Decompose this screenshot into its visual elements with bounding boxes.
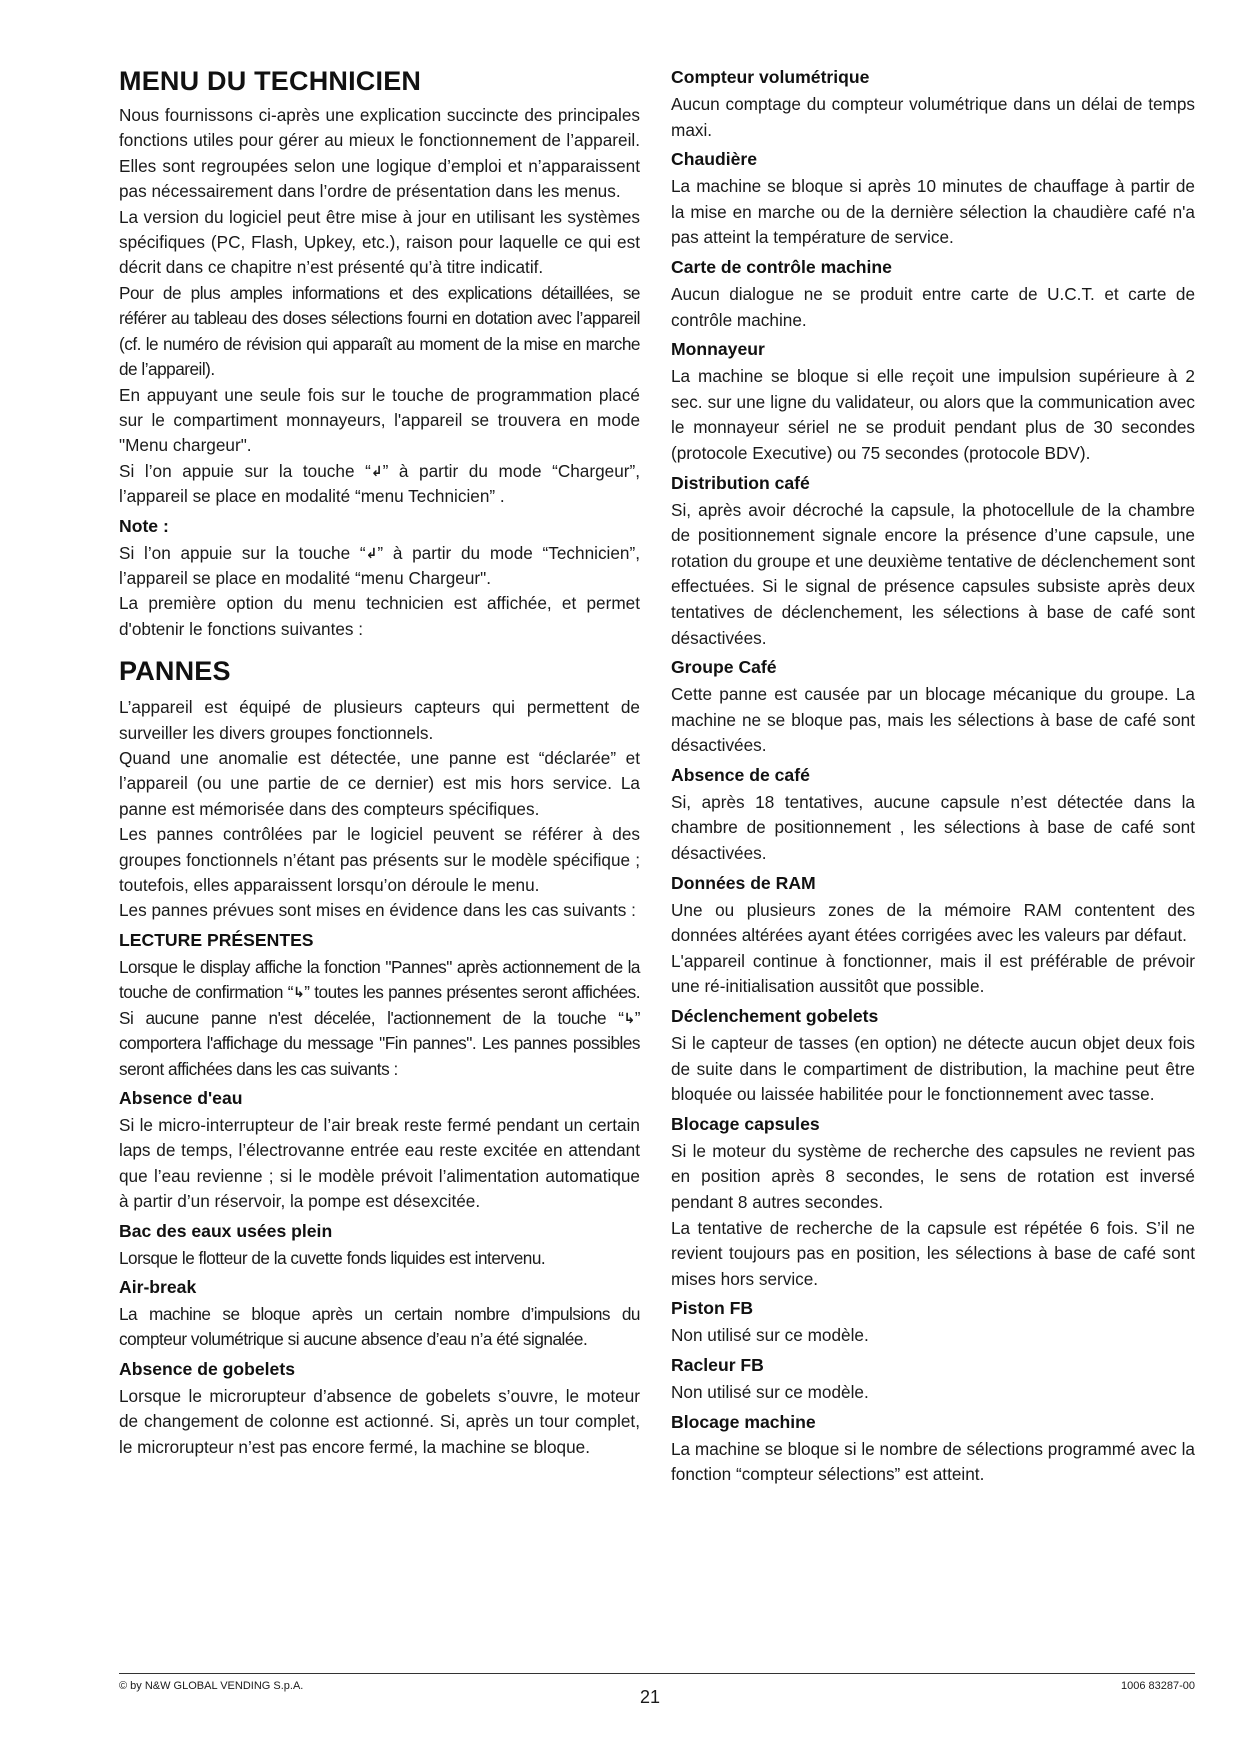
subsection-heading: Groupe Café xyxy=(671,657,777,678)
paragraph: Si, après 18 tentatives, aucune capsule n’est détectée dans la chambre de positionnement , les sélections à base de café sont désactivées. xyxy=(671,791,1195,864)
paragraph xyxy=(119,955,640,1082)
subsection-heading: Carte de contrôle machine xyxy=(671,256,892,277)
subsection-heading: Blocage capsules xyxy=(671,1113,820,1134)
paragraph: La machine se bloque si après 10 minutes de chauffage à partir de la mise en marche ou de la dernière sélection la chaudière café n'a pas atteint la température de service. xyxy=(671,176,1195,248)
text-run: ” à partir du mode “Technicien”, l’appareil se place en modalité “menu Chargeur". xyxy=(119,542,640,588)
subsection-heading: Absence d'eau xyxy=(119,1087,243,1108)
enter-key-icon: ↲ xyxy=(365,544,378,561)
paragraph: Les pannes prévues sont mises en évidence dans les cas suivants : xyxy=(119,900,636,921)
paragraph: Aucun dialogue ne se produit entre carte de U.C.T. et carte de contrôle machine. xyxy=(671,283,1195,330)
paragraph: Lorsque le flotteur de la cuvette fonds liquides est intervenu. xyxy=(119,1247,546,1268)
document-code: 1006 83287-00 xyxy=(1120,1680,1195,1692)
subsection-heading: Données de RAM xyxy=(671,872,816,893)
text-run: ” toutes les pannes présentes seront affichées. Si aucune panne n'est décelée, l'actionnement de la touche “ xyxy=(119,982,641,1028)
paragraph xyxy=(119,459,640,510)
paragraph: Une ou plusieurs zones de la mémoire RAM contentent des données altérées ayant étées corrigées avec les valeurs par défaut. xyxy=(671,899,1195,946)
text-run: Si l’on appuie sur la touche “ xyxy=(119,542,366,563)
subsection-heading: LECTURE PRÉSENTES xyxy=(119,929,314,950)
subsection-heading: Compteur volumétrique xyxy=(671,67,870,87)
paragraph: Si le micro-interrupteur de l’air break reste fermé pendant un certain laps de temps, l’électrovanne entrée eau reste excitée en attendant que l’eau revienne ; si le modèle prévoit l’alimentation automatique à partir d’un réservoir, la pompe est désexcitée. xyxy=(119,1114,640,1212)
subsection-heading: Déclenchement gobelets xyxy=(671,1006,879,1027)
paragraph: L'appareil continue à fonctionner, mais il est préférable de prévoir une ré-initialisation aussitôt que possible. xyxy=(671,950,1195,997)
paragraph: Lorsque le microrupteur d’absence de gobelets s’ouvre, le moteur de changement de colonne est actionné. Si, après un tour complet, le microrupteur n’est pas encore fermé, la machine se bloque. xyxy=(119,1385,640,1457)
paragraph: Quand une anomalie est détectée, une panne est “déclarée” et l’appareil (ou une partie de ce dernier) est mis hors service. La panne est mémorisée dans des compteurs spécifiques. xyxy=(119,748,640,819)
paragraph: La première option du menu technicien est affichée, et permet d'obtenir le fonctions suivantes : xyxy=(119,593,640,639)
paragraph: En appuyant une seule fois sur le touche de programmation placé sur le compartiment monnayeurs, l'appareil se trouvera en mode "Menu chargeur". xyxy=(119,384,640,456)
paragraph: Non utilisé sur ce modèle. xyxy=(671,1381,869,1402)
footer-copyright: © by N&W GLOBAL VENDING S.p.A. xyxy=(119,1680,304,1692)
subsection-heading: Racleur FB xyxy=(671,1354,764,1375)
paragraph: La tentative de recherche de la capsule est répétée 6 fois. S’il ne revient toujours pas en position, les sélections à base de café sont mises hors service. xyxy=(671,1217,1195,1289)
paragraph: La machine se bloque après un certain nombre d’impulsions du compteur volumétrique si aucune absence d’eau n’a été signalée. xyxy=(119,1303,640,1350)
paragraph: La version du logiciel peut être mise à jour en utilisant les systèmes spécifiques (PC, Flash, Upkey, etc.), raison pour laquelle ce qui est décrit dans ce chapitre n’est présenté qu’à titre indicatif. xyxy=(119,206,640,278)
page-number: 21 xyxy=(639,1687,661,1707)
subsection-heading: Absence de gobelets xyxy=(119,1358,295,1379)
paragraph: Si, après avoir décroché la capsule, la photocellule de la chambre de positionnement signale encore la présence d’une capsule, une rotation du groupe et une deuxième tentative de déclenchement sont effectuées. Si le signal de présence capsules subsiste après deux tentatives de déclenchement, les sélections à base de café sont désactivées. xyxy=(671,499,1195,648)
paragraph: La machine se bloque si elle reçoit une impulsion supérieure à 2 sec. sur une ligne du validateur, ou alors que la communication avec le monnayeur sériel ne se produit pendant plus de 30 secondes (protocole Executive) ou 75 secondes (protocole BDV). xyxy=(671,366,1195,463)
paragraph: La machine se bloque si le nombre de sélections programmé avec la fonction “compteur sélections” est atteint. xyxy=(671,1438,1195,1485)
subsection-heading: Monnayeur xyxy=(671,339,765,360)
left-column xyxy=(119,66,640,1460)
text-run: Lorsque le display affiche la fonction "Pannes" après actionnement de la touche de confirmation “ xyxy=(119,956,640,1003)
paragraph: Aucun comptage du compteur volumétrique dans un délai de temps maxi. xyxy=(671,94,1195,140)
paragraph: Non utilisé sur ce modèle. xyxy=(671,1325,869,1346)
section-title: PANNES xyxy=(119,656,231,687)
note-heading: Note : xyxy=(119,515,169,536)
paragraph: Si le capteur de tasses (en option) ne détecte aucun objet deux fois de suite dans le compartiment de distribution, la machine peut être bloquée ou laissée habilitée pour le fonctionnement avec tasse. xyxy=(671,1033,1195,1105)
paragraph: Si le moteur du système de recherche des capsules ne revient pas en position après 8 secondes, le sens de rotation est inversé pendant 8 autres secondes. xyxy=(671,1140,1195,1212)
section-title: MENU DU TECHNICIEN xyxy=(119,66,422,96)
paragraph: Pour de plus amples informations et des explications détaillées, se référer au tableau des doses sélections fourni en dotation avec l’appareil (cf. le numéro de révision qui apparaît au moment de la mise en marche de l’appareil). xyxy=(119,282,640,380)
enter-key-icon: ↲ xyxy=(370,462,383,479)
subsection-heading: Bac des eaux usées plein xyxy=(119,1220,333,1241)
right-column xyxy=(671,66,1195,1488)
paragraph xyxy=(119,541,640,592)
paragraph: Cette panne est causée par un blocage mécanique du groupe. La machine ne se bloque pas, mais les sélections à base de café sont désactivées. xyxy=(671,684,1195,756)
paragraph: Nous fournissons ci-après une explication succincte des principales fonctions utiles pour gérer au mieux le fonctionnement de l’appareil. Elles sont regroupées selon une logique d’emploi et n’apparaissent pas nécessairement dans l’ordre de présentation dans les menus. xyxy=(119,105,640,202)
text-run: ” à partir du mode “Chargeur”, l’appareil se place en modalité “menu Technicien” . xyxy=(119,460,640,507)
subsection-heading: Chaudière xyxy=(671,149,758,170)
text-run: Si l’on appuie sur la touche “ xyxy=(119,460,371,481)
confirm-key-icon: ↳ xyxy=(293,984,305,1001)
paragraph: L’appareil est équipé de plusieurs capteurs qui permettent de surveiller les divers groupes fonctionnels. xyxy=(119,697,640,743)
paragraph: Les pannes contrôlées par le logiciel peuvent se référer à des groupes fonctionnels n’étant pas présents sur le modèle spécifique ; toutefois, elles apparaissent lorsqu’on déroule le menu. xyxy=(119,824,640,896)
subsection-heading: Piston FB xyxy=(671,1298,754,1319)
text-run: ” comportera l'affichage du message "Fin pannes". Les pannes possibles seront affichées dans les cas suivants : xyxy=(119,1007,640,1079)
confirm-key-icon: ↳ xyxy=(623,1009,635,1026)
footer-divider xyxy=(119,1673,1195,1674)
subsection-heading: Distribution café xyxy=(671,472,810,493)
subsection-heading: Absence de café xyxy=(671,764,810,785)
subsection-heading: Blocage machine xyxy=(671,1411,816,1432)
subsection-heading: Air-break xyxy=(119,1276,197,1297)
